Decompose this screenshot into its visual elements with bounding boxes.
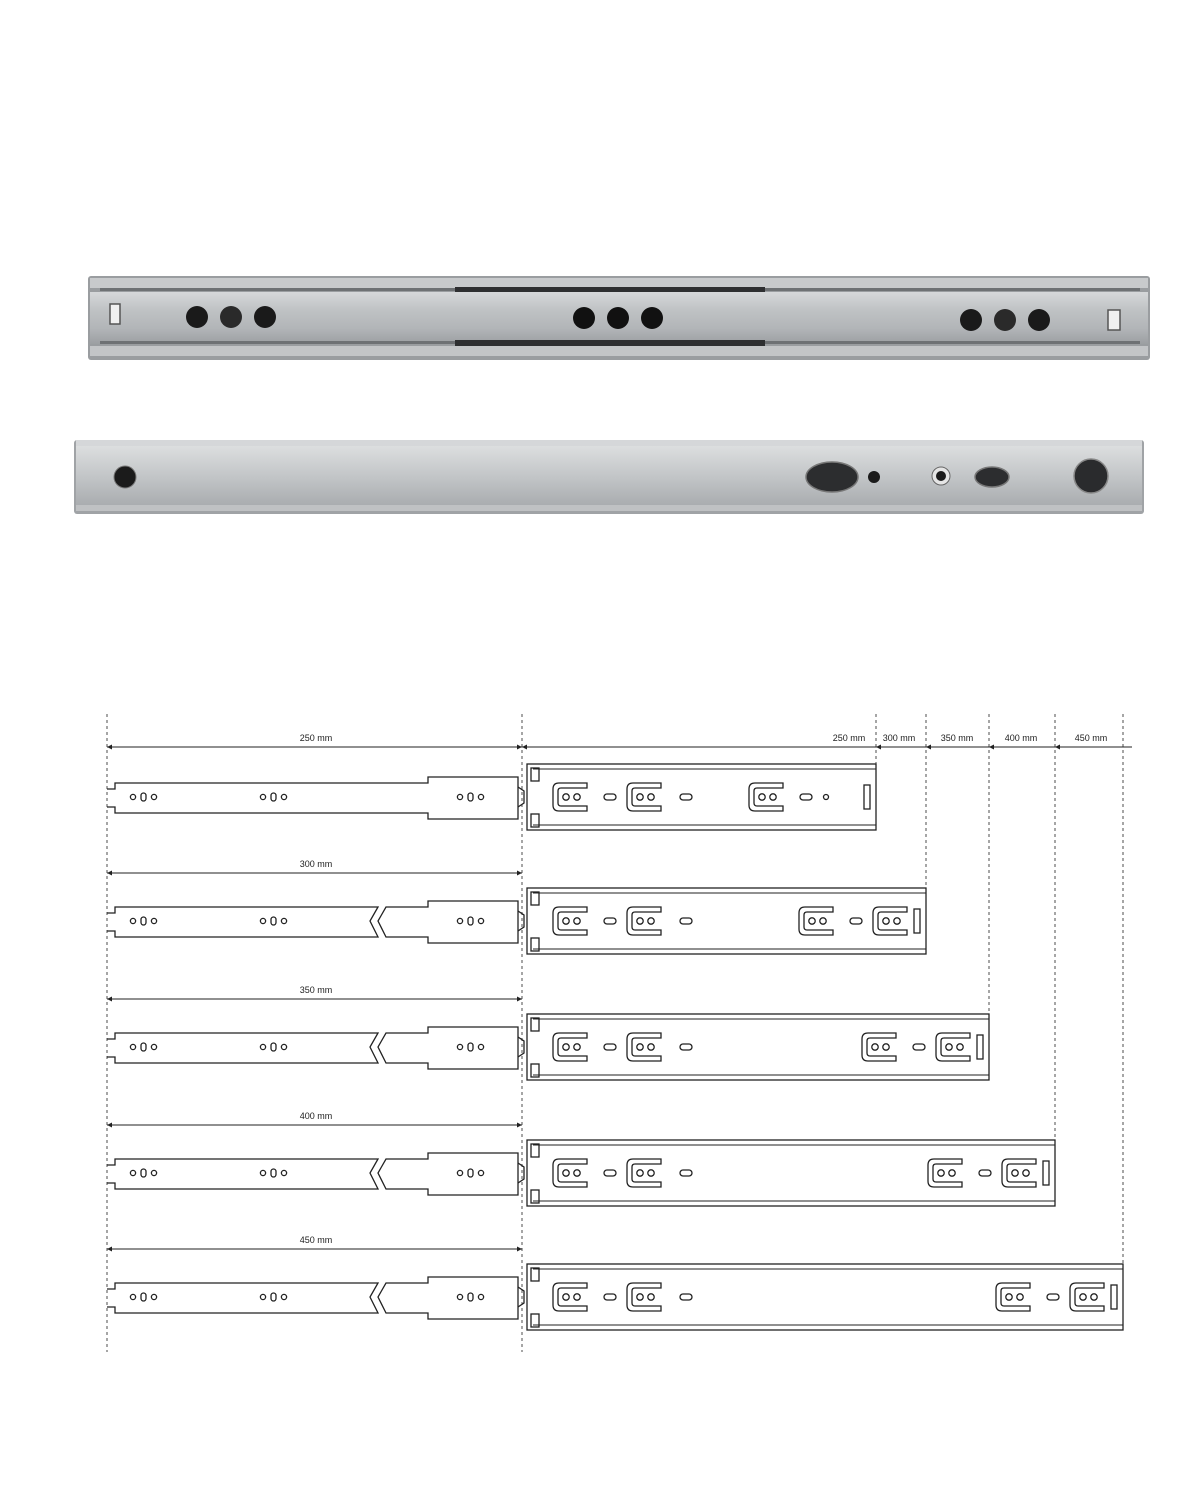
row-5-inner-rail-left [107,1283,378,1313]
inner-rail-photo [88,276,1150,360]
row-4-bracket-2-hole [648,1170,654,1176]
row-1-bracket-3-hole [759,794,765,800]
row-3-length-dimension-arrow-left [107,997,112,1002]
row-1-bracket-3-hole [770,794,776,800]
row-4-bracket-2 [627,1159,661,1187]
row-2-slot [850,918,862,924]
row-4-inner-rail-left [107,1159,378,1189]
row-3-slot [913,1044,925,1050]
row-2-inner-holes-1-hole [130,918,135,923]
row-3-bracket-3-hole [883,1044,889,1050]
row-5-slot [680,1294,692,1300]
row-1-inner-holes-3-hole [457,794,462,799]
row-2-slot [604,918,616,924]
row-3-bracket-1-hole [574,1044,580,1050]
row-1-connector [518,787,524,807]
row-5-bracket-4 [1070,1283,1104,1311]
row-4-slot [604,1170,616,1176]
slot-icon [110,304,120,324]
row-5-bracket-1 [553,1283,587,1311]
row-1-inner-holes-3-slot [468,793,473,801]
row-1-length-label: 250 mm [299,733,333,743]
row-3-bracket-4 [936,1033,970,1061]
row-1-bracket-1-hole [574,794,580,800]
row-4-length-dimension-arrow-left [107,1123,112,1128]
row-2-slot [680,918,692,924]
row-1-end-stop [864,785,870,809]
row-3-inner-holes-2-hole [281,1044,286,1049]
row-2-bracket-3 [799,907,833,935]
row-5-bracket-3-hole [1017,1294,1023,1300]
extension-label: 250 mm [832,733,866,743]
row-5-slot [1047,1294,1059,1300]
row-2-inner-holes-2-hole [281,918,286,923]
row-2-end-tab [531,892,539,905]
row-3-outer-rail [527,1014,989,1080]
row-5-inner-holes-3-hole [457,1294,462,1299]
row-2-length-label: 300 mm [299,859,333,869]
row-5-bracket-4-hole [1080,1294,1086,1300]
outer-rail-photo [74,440,1144,514]
row-1-bracket-1-hole [563,794,569,800]
row-1-inner-holes-1-hole [130,794,135,799]
row-4-bracket-1-hole [574,1170,580,1176]
row-1-inner-holes-2-slot [271,793,276,801]
row-2-inner-rail-right [378,901,518,943]
row-2-inner-holes-3-hole [478,918,483,923]
row-1-inner-rail [107,777,518,819]
row-1-length-dimension-arrow-right [517,745,522,750]
row-4-bracket-1-hole [563,1170,569,1176]
row-2-end-stop [914,909,920,933]
row-5-bracket-2-hole [637,1294,643,1300]
row-3-end-stop [977,1035,983,1059]
row-4-inner-holes-2-hole [260,1170,265,1175]
row-4-inner-holes-3-hole [478,1170,483,1175]
row-2-bracket-1-hole [574,918,580,924]
row-4-slot [680,1170,692,1176]
row-3-bracket-3-hole [872,1044,878,1050]
row-4-end-stop [1043,1161,1049,1185]
extension-label: 300 mm [882,733,916,743]
row-2-bracket-4-hole [894,918,900,924]
row-2-bracket-1 [553,907,587,935]
row-2-inner-holes-2-slot [271,917,276,925]
row-3-bracket-4-hole [946,1044,952,1050]
row-3-bracket-1 [553,1033,587,1061]
row-4-bracket-1 [553,1159,587,1187]
row-4-bracket-3-hole [938,1170,944,1176]
row-3-connector [518,1037,524,1057]
row-1-slot [800,794,812,800]
row-2-bracket-4 [873,907,907,935]
row-1-hole [824,795,829,800]
row-2-bracket-2-hole [648,918,654,924]
row-4-bracket-3-hole [949,1170,955,1176]
row-2-bracket-2 [627,907,661,935]
row-3-bracket-4-hole [957,1044,963,1050]
row-2-length-dimension-arrow-right [517,871,522,876]
row-3-inner-holes-3-slot [468,1043,473,1051]
row-4-length-label: 400 mm [299,1111,333,1121]
row-2-bracket-4-hole [883,918,889,924]
row-4-bracket-4 [1002,1159,1036,1187]
row-1-bracket-2-hole [648,794,654,800]
row-1-slot [604,794,616,800]
row-2-inner-holes-1-slot [141,917,146,925]
row-1-end-tab [531,768,539,781]
row-3-bracket-2 [627,1033,661,1061]
row-4-inner-holes-3-hole [457,1170,462,1175]
extension-diagram [107,714,1132,1352]
row-4-inner-holes-1-slot [141,1169,146,1177]
row-3-inner-rail-right [378,1027,518,1069]
row-3-length-dimension-arrow-right [517,997,522,1002]
row-3-slot [604,1044,616,1050]
row-1-bracket-2 [627,783,661,811]
row-5-inner-holes-2-slot [271,1293,276,1301]
row-5-inner-holes-1-hole [151,1294,156,1299]
row-2-outer-rail [527,888,926,954]
row-4-bracket-3 [928,1159,962,1187]
slot-icon [1108,310,1120,330]
row-3-inner-holes-2-hole [260,1044,265,1049]
row-3-bracket-2-hole [648,1044,654,1050]
row-5-bracket-4-hole [1091,1294,1097,1300]
row-5-inner-holes-2-hole [260,1294,265,1299]
row-3-bracket-2-hole [637,1044,643,1050]
row-5-slot [604,1294,616,1300]
row-1-inner-holes-1-hole [151,794,156,799]
row-1-bracket-2-hole [637,794,643,800]
row-4-bracket-2-hole [637,1170,643,1176]
row-3-length-label: 350 mm [299,985,333,995]
row-5-inner-holes-1-slot [141,1293,146,1301]
row-4-inner-holes-1-hole [151,1170,156,1175]
extension-tick-1 [876,745,881,750]
row-5-inner-holes-3-hole [478,1294,483,1299]
row-2-bracket-2-hole [637,918,643,924]
row-4-connector [518,1163,524,1183]
row-4-outer-rail [527,1140,1055,1206]
row-5-end-tab [531,1268,539,1281]
row-5-length-dimension-arrow-left [107,1247,112,1252]
row-3-bracket-1-hole [563,1044,569,1050]
row-5-inner-rail-right [378,1277,518,1319]
row-5-bracket-1-hole [574,1294,580,1300]
row-3-end-tab [531,1018,539,1031]
row-5-inner-holes-3-slot [468,1293,473,1301]
row-5-inner-holes-2-hole [281,1294,286,1299]
row-4-bracket-4-hole [1023,1170,1029,1176]
row-1-inner-holes-1-slot [141,793,146,801]
row-5-inner-holes-1-hole [130,1294,135,1299]
row-1-inner-holes-3-hole [478,794,483,799]
row-3-inner-holes-3-hole [457,1044,462,1049]
row-1-slot [680,794,692,800]
row-5-bracket-3 [996,1283,1030,1311]
row-4-end-tab [531,1144,539,1157]
row-3-bracket-3 [862,1033,896,1061]
row-3-inner-holes-1-slot [141,1043,146,1051]
extension-tick-4 [1055,745,1060,750]
row-5-end-stop [1111,1285,1117,1309]
row-4-slot [979,1170,991,1176]
row-4-bracket-4-hole [1012,1170,1018,1176]
extension-tick-3 [989,745,994,750]
row-2-length-dimension-arrow-left [107,871,112,876]
row-2-bracket-1-hole [563,918,569,924]
row-3-slot [680,1044,692,1050]
row-5-length-label: 450 mm [299,1235,333,1245]
row-4-length-dimension-arrow-right [517,1123,522,1128]
row-2-bracket-3-hole [809,918,815,924]
row-2-inner-rail-left [107,907,378,937]
row-5-bracket-2-hole [648,1294,654,1300]
row-1-length-dimension-arrow-left [107,745,112,750]
row-2-inner-holes-3-slot [468,917,473,925]
extension-label: 400 mm [1004,733,1038,743]
row-2-inner-holes-3-hole [457,918,462,923]
extension-label: 350 mm [940,733,974,743]
row-3-inner-holes-3-hole [478,1044,483,1049]
row-2-inner-holes-2-hole [260,918,265,923]
row-4-inner-holes-2-hole [281,1170,286,1175]
row-3-inner-holes-1-hole [151,1044,156,1049]
extension-label: 450 mm [1074,733,1108,743]
row-5-connector [518,1287,524,1307]
row-3-inner-rail-left [107,1033,378,1063]
row-5-bracket-3-hole [1006,1294,1012,1300]
row-2-inner-holes-1-hole [151,918,156,923]
extension-tick-2 [926,745,931,750]
row-1-inner-holes-2-hole [260,794,265,799]
row-4-inner-holes-2-slot [271,1169,276,1177]
row-3-inner-holes-2-slot [271,1043,276,1051]
row-1-bracket-1 [553,783,587,811]
row-5-bracket-2 [627,1283,661,1311]
row-3-inner-holes-1-hole [130,1044,135,1049]
row-1-bracket-3 [749,783,783,811]
row-4-inner-holes-3-slot [468,1169,473,1177]
row-2-bracket-3-hole [820,918,826,924]
row-5-length-dimension-arrow-right [517,1247,522,1252]
extension-arrow [522,745,527,750]
row-4-inner-rail-right [378,1153,518,1195]
row-1-inner-holes-2-hole [281,794,286,799]
row-2-connector [518,911,524,931]
row-5-bracket-1-hole [563,1294,569,1300]
row-4-inner-holes-1-hole [130,1170,135,1175]
